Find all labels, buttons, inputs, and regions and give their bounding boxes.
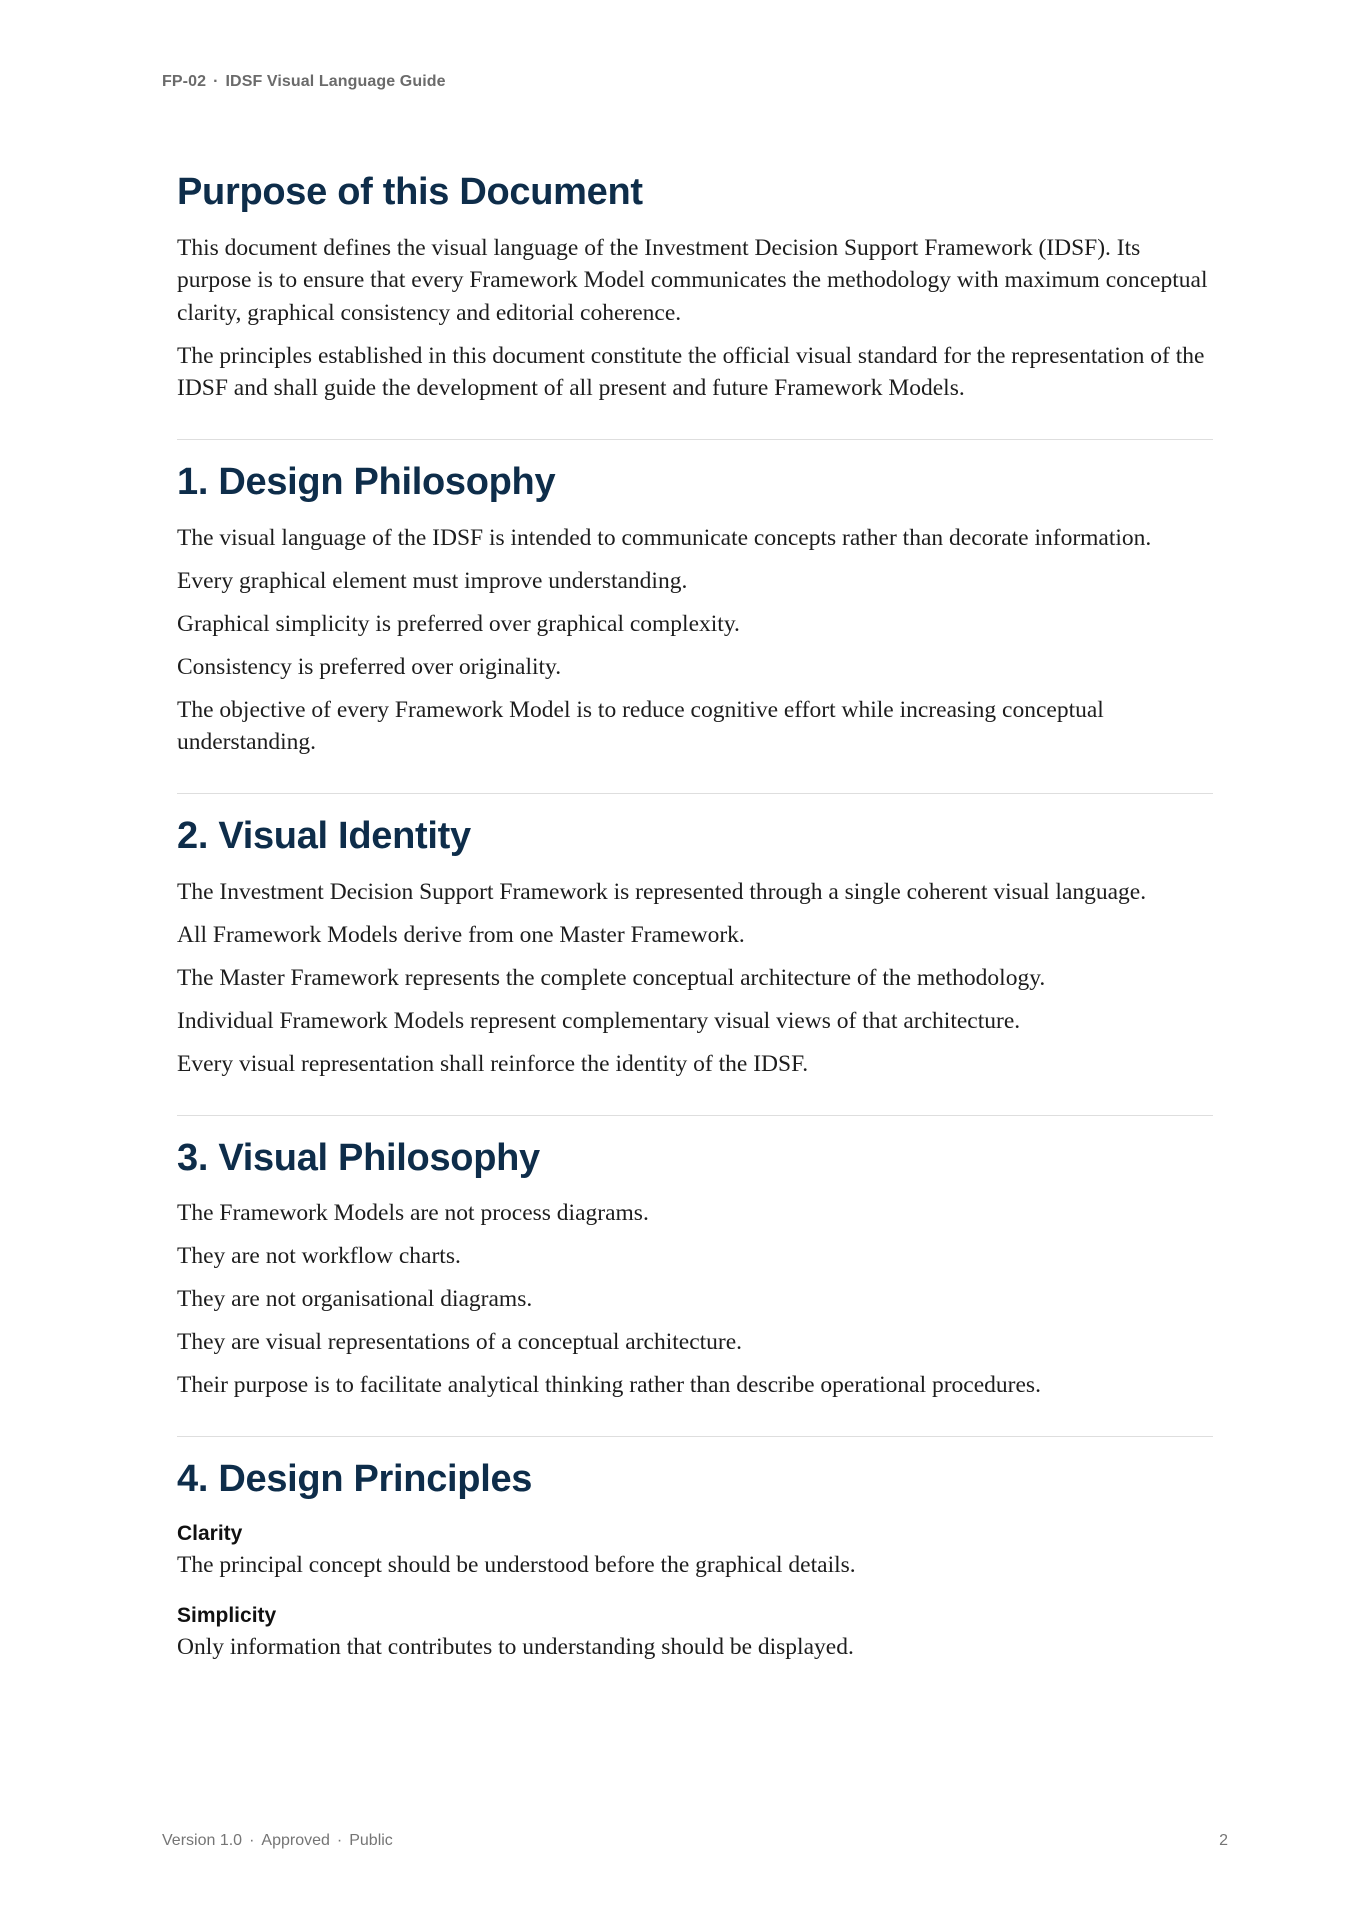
paragraph: Every graphical element must improve understanding. (177, 567, 688, 594)
footer-separator: · (336, 1832, 343, 1849)
paragraph: They are not organisational diagrams. (177, 1286, 533, 1313)
status-label: Approved (261, 1832, 330, 1849)
principle-description: The principal concept should be understood before the graphical details. (177, 1551, 856, 1578)
page-number: 2 (1219, 1832, 1228, 1849)
principle-name: Clarity (177, 1521, 243, 1545)
paragraph: They are not workflow charts. (177, 1243, 461, 1270)
doc-title: IDSF Visual Language Guide (225, 73, 446, 90)
paragraph: The Framework Models are not process diagrams. (177, 1200, 649, 1227)
paragraph: Individual Framework Models represent complementary visual views of that architecture. (177, 1007, 1021, 1034)
doc-code: FP-02 (162, 73, 207, 90)
paragraph: The Master Framework represents the complete conceptual architecture of the methodology. (177, 964, 1046, 991)
paragraph: All Framework Models derive from one Master Framework. (177, 921, 745, 948)
paragraph: The objective of every Framework Model is to reduce cognitive effort while increasing conceptual understanding. (177, 696, 1104, 756)
section-design-philosophy (177, 460, 1213, 794)
paragraph: Their purpose is to facilitate analytical thinking rather than describe operational procedures. (177, 1372, 1041, 1399)
section-visual-philosophy (177, 1136, 1213, 1438)
section-title: Purpose of this Document (177, 171, 643, 213)
section-title: 2. Visual Identity (177, 815, 471, 858)
paragraph: They are visual representations of a conceptual architecture. (177, 1329, 743, 1356)
section-visual-identity (177, 814, 1213, 1116)
section-title: 3. Visual Philosophy (177, 1136, 540, 1179)
paragraph: Every visual representation shall reinforce the identity of the IDSF. (177, 1050, 809, 1077)
paragraph: The Investment Decision Support Framework is represented through a single coherent visual language. (177, 878, 1147, 905)
paragraph: This document defines the visual language of the Investment Decision Support Framework (IDSF). Its purpose is to ensure that every Framework Model communicates the methodology with maximum conceptual clarity, graphical consistency and editorial coherence. (177, 234, 1208, 326)
section-title: 1. Design Philosophy (177, 461, 556, 504)
section-design-principles (177, 1457, 1213, 1708)
paragraph: The visual language of the IDSF is intended to communicate concepts rather than decorate information. (177, 524, 1152, 551)
paragraph: The principles established in this document constitute the official visual standard for the representation of the IDSF and shall guide the development of all present and future Framework Models. (177, 342, 1205, 402)
version-label: Version 1.0 (162, 1832, 243, 1849)
principle-clarity (177, 1519, 1213, 1582)
paragraph: Graphical simplicity is preferred over graphical complexity. (177, 610, 740, 637)
principle-name: Simplicity (177, 1604, 277, 1628)
principle-simplicity (177, 1601, 1213, 1664)
page-header (162, 73, 446, 91)
document-body (177, 170, 1213, 1728)
header-separator: · (213, 73, 219, 90)
page-footer (162, 1832, 393, 1850)
paragraph: Consistency is preferred over originality. (177, 653, 562, 680)
section-title: 4. Design Principles (177, 1458, 533, 1501)
principle-description: Only information that contributes to understanding should be displayed. (177, 1634, 854, 1661)
footer-separator: · (249, 1832, 255, 1849)
section-purpose (177, 170, 1213, 440)
classification-label: Public (349, 1832, 393, 1849)
